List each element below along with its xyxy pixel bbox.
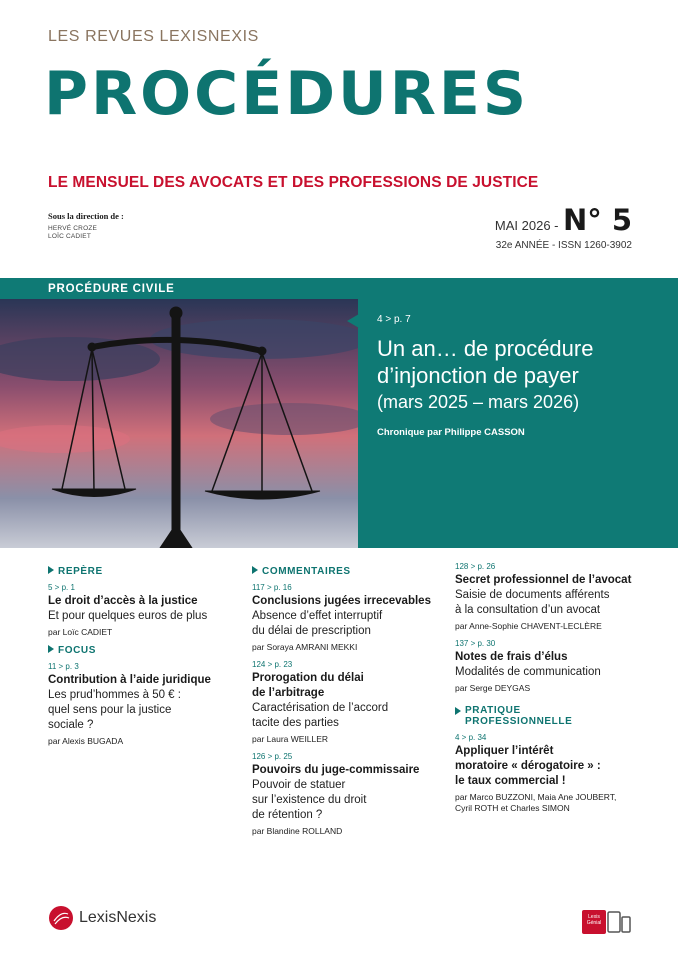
journal-subtitle: LE MENSUEL DES AVOCATS ET DES PROFESSIONS DE JUSTICE [48,174,539,191]
item-author: par Laura WEILLER [252,734,329,744]
item-title: Pouvoirs du juge-commissaire [252,764,420,776]
item-author: par Blandine ROLLAND [252,826,343,836]
scales-of-justice-image [0,299,358,548]
column-repere-focus [48,566,238,754]
column-pratique [455,562,655,822]
toc-item [48,662,238,746]
section-heading: FOCUS [48,645,238,656]
toc-item [252,752,442,836]
journal-title: PROCÉDURES [44,59,530,129]
item-subtitle: Caractérisation de l’accord tacite des parties [252,702,389,729]
item-author: par Anne-Sophie CHAVENT-LECLÈRE [455,621,602,631]
item-ref: 128 > p. 26 [455,562,496,571]
direction-label: Sous la direction de : [48,211,124,221]
item-subtitle: Pouvoir de statuer sur l’existence du droit de rétention ? [252,779,367,821]
item-title: Prorogation du délai de l’arbitrage [252,672,364,699]
section-heading: REPÈRE [48,566,238,577]
toc-item [252,583,442,652]
item-title: Conclusions jugées irrecevables [252,595,431,607]
lexisnexis-logo [48,905,156,931]
issue-block [494,203,632,237]
logo-emblem-icon [48,905,74,931]
item-author: par Serge DEYGAS [455,683,531,693]
item-author: par Marco BUZZONI, Maia Ane JOUBERT, Cyril ROTH et Charles SIMON [455,792,617,813]
item-title: Notes de frais d’élus [455,651,568,663]
series-name: LES REVUES LEXISNEXIS [48,28,259,45]
triangle-icon [48,566,54,574]
toc-item [48,583,238,637]
lexis-genial-badge: Lexis Génial [582,910,606,934]
toc-item [252,660,442,744]
triangle-icon [252,566,258,574]
item-ref: 126 > p. 25 [252,752,293,761]
item-ref: 117 > p. 16 [252,583,292,592]
feature-ref: 4 > p. 7 [377,314,411,325]
item-ref: 5 > p. 1 [48,583,75,592]
triangle-icon [455,707,461,715]
item-subtitle: Saisie de documents afférents à la consultation d’un avocat [455,589,610,616]
item-subtitle: Et pour quelques euros de plus [48,610,208,622]
item-ref: 4 > p. 34 [455,733,487,742]
brand-name: LexisNexis [79,909,157,926]
item-ref: 137 > p. 30 [455,639,496,648]
section-heading: PRATIQUE PROFESSIONNELLE [455,705,655,727]
item-title: Appliquer l’intérêt moratoire « dérogatoire » : le taux commercial ! [455,745,601,787]
item-author: par Soraya AMRANI MEKKI [252,642,358,652]
issue-month: MAI 2026 - [494,218,559,233]
item-ref: 11 > p. 3 [48,662,79,671]
feature-article [377,300,667,438]
devices-icon [606,908,632,934]
section-label: PROCÉDURE CIVILE [0,278,358,299]
director-name: HERVÉ CROZE [48,225,98,232]
item-title: Contribution à l’aide juridique [48,674,211,686]
toc-item [455,562,655,631]
director-name: LOÏC CADIET [48,233,92,240]
issue-meta: 32e ANNÉE - ISSN 1260-3902 [495,240,632,251]
item-author: par Loïc CADIET [48,627,113,637]
feature-headline-line1: Un an… de procédure [377,336,594,361]
callout-notch [347,314,359,328]
feature-byline: Chronique par Philippe CASSON [377,427,525,438]
item-subtitle: Les prud’hommes à 50 € : quel sens pour la justice sociale ? [48,689,181,731]
item-subtitle: Absence d’effet interruptif du délai de prescription [252,610,383,637]
triangle-icon [48,645,54,653]
item-ref: 124 > p. 23 [252,660,293,669]
section-heading: COMMENTAIRES [252,566,442,577]
device-badge [582,908,632,934]
toc-item [455,639,655,693]
toc-item [455,733,655,814]
item-title: Secret professionnel de l’avocat [455,574,632,586]
feature-headline-line2: d’injonction de payer [377,363,579,388]
column-commentaires [252,566,442,844]
feature-dates: (mars 2025 – mars 2026) [377,392,580,412]
item-subtitle: Modalités de communication [455,666,601,678]
issue-number: N° 5 [562,203,632,237]
item-author: par Alexis BUGADA [48,736,124,746]
item-title: Le droit d’accès à la justice [48,595,198,607]
